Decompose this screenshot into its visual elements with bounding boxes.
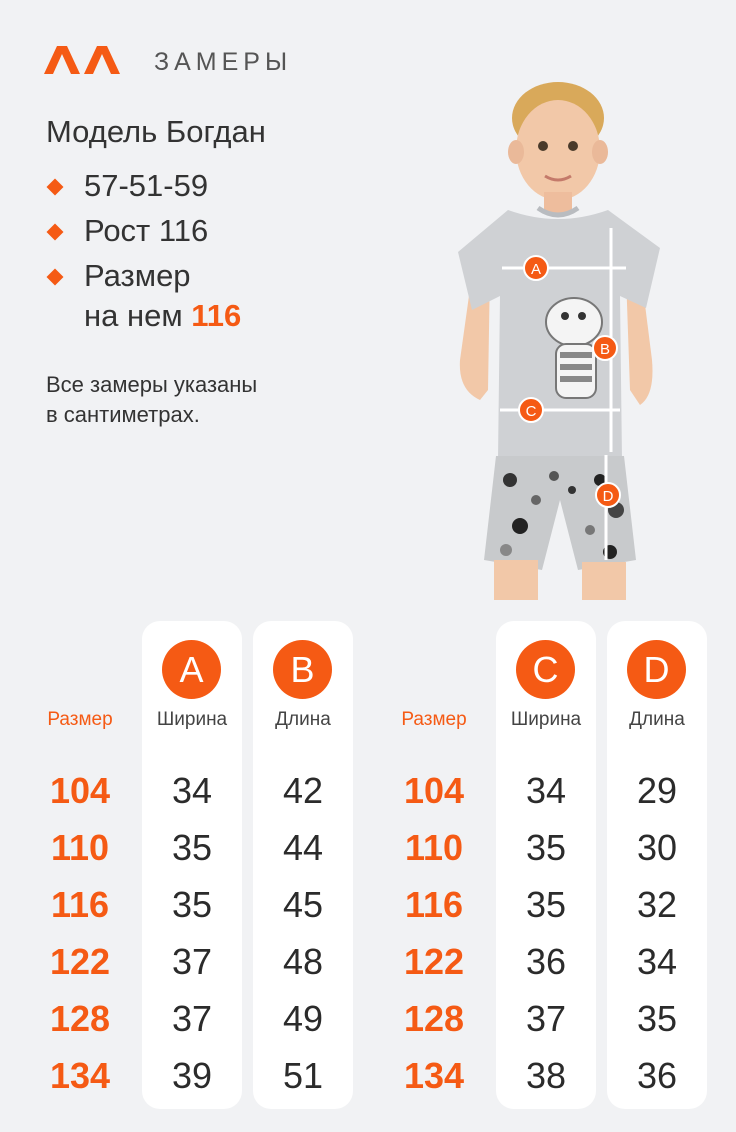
units-note-line2: в сантиметрах.: [46, 402, 200, 427]
svg-text:A: A: [530, 261, 542, 278]
table-cell: 36: [636, 1055, 678, 1096]
table-cell: 29: [636, 770, 678, 811]
size-label-line1: Размер: [84, 258, 191, 293]
letter-badge-c: C: [516, 640, 575, 699]
size-value: 134: [403, 1055, 465, 1096]
size-list: [35, 762, 125, 1104]
table-cell: 35: [636, 998, 678, 1039]
size-value: 110: [50, 827, 110, 868]
table-cell: 34: [525, 770, 567, 811]
value-list: [607, 762, 707, 1104]
left-size-column: [35, 621, 125, 1109]
page-title: ЗАМЕРЫ: [154, 48, 293, 76]
param-measurements: [46, 168, 241, 204]
table-cell: 32: [636, 884, 678, 925]
marker-a-icon: [524, 256, 548, 280]
column-card-c: [496, 621, 596, 1109]
table-cell: 42: [282, 770, 324, 811]
table-cell: 37: [525, 998, 567, 1039]
column-header-width: Ширина: [156, 709, 228, 730]
size-value: 122: [49, 941, 111, 982]
table-cell: 39: [171, 1055, 213, 1096]
size-label-line2: на нем: [84, 298, 183, 333]
model-photo: [450, 60, 670, 600]
units-note: [46, 370, 257, 430]
size-list: [389, 762, 479, 1104]
size-value: 122: [403, 941, 465, 982]
table-cell: 37: [171, 998, 213, 1039]
table-cell: 51: [282, 1055, 324, 1096]
diamond-bullet-icon: [47, 179, 64, 196]
size-value: 116: [404, 884, 464, 925]
column-card-d: [607, 621, 707, 1109]
param-measurements-text: 57-51-59: [84, 168, 209, 203]
param-height-text: Рост 116: [84, 213, 209, 248]
letter-badge-d: D: [627, 640, 686, 699]
table-cell: 30: [636, 827, 678, 868]
diamond-bullet-icon: [47, 224, 64, 241]
table-cell: 49: [282, 998, 324, 1039]
table-cell: 45: [282, 884, 324, 925]
size-value: 128: [49, 998, 111, 1039]
table-cell: 38: [525, 1055, 567, 1096]
column-header-length: Длина: [275, 709, 331, 730]
size-value: 134: [49, 1055, 111, 1096]
column-card-a: [142, 621, 242, 1109]
param-size-worn: [46, 258, 241, 334]
marker-d-icon: [596, 483, 620, 507]
value-list: [253, 762, 353, 1104]
units-note-line1: Все замеры указаны: [46, 372, 258, 397]
table-cell: 35: [171, 884, 213, 925]
size-worn-value: 116: [191, 298, 242, 333]
letter-badge-a: A: [162, 640, 221, 699]
svg-text:D: D: [602, 488, 614, 505]
column-header-length: Длина: [629, 709, 685, 730]
table-cell: 35: [171, 827, 213, 868]
table-cell: 36: [525, 941, 567, 982]
column-header-width: Ширина: [510, 709, 582, 730]
brand-logo-icon: [44, 46, 120, 74]
value-list: [496, 762, 596, 1104]
table-cell: 34: [636, 941, 678, 982]
table-cell: 35: [525, 827, 567, 868]
size-column-header: Размер: [401, 709, 467, 730]
size-value: 104: [49, 770, 111, 811]
table-cell: 48: [282, 941, 324, 982]
size-label-line2-wrap: [84, 298, 241, 334]
param-height: [46, 213, 241, 249]
size-value: 128: [403, 998, 465, 1039]
table-cell: 34: [171, 770, 213, 811]
column-card-b: [253, 621, 353, 1109]
right-size-column: [389, 621, 479, 1109]
value-list: [142, 762, 242, 1104]
marker-c-icon: [519, 398, 543, 422]
size-value: 110: [404, 827, 464, 868]
size-value: 104: [403, 770, 465, 811]
svg-text:B: B: [599, 341, 611, 358]
size-column-header: Размер: [47, 709, 113, 730]
svg-text:C: C: [525, 403, 537, 420]
model-name: Модель Богдан: [46, 114, 266, 149]
table-cell: 44: [282, 827, 324, 868]
marker-b-icon: [593, 336, 617, 360]
size-value: 116: [50, 884, 110, 925]
diamond-bullet-icon: [47, 269, 64, 286]
letter-badge-b: B: [273, 640, 332, 699]
table-cell: 35: [525, 884, 567, 925]
model-params-list: [46, 168, 241, 334]
table-cell: 37: [171, 941, 213, 982]
